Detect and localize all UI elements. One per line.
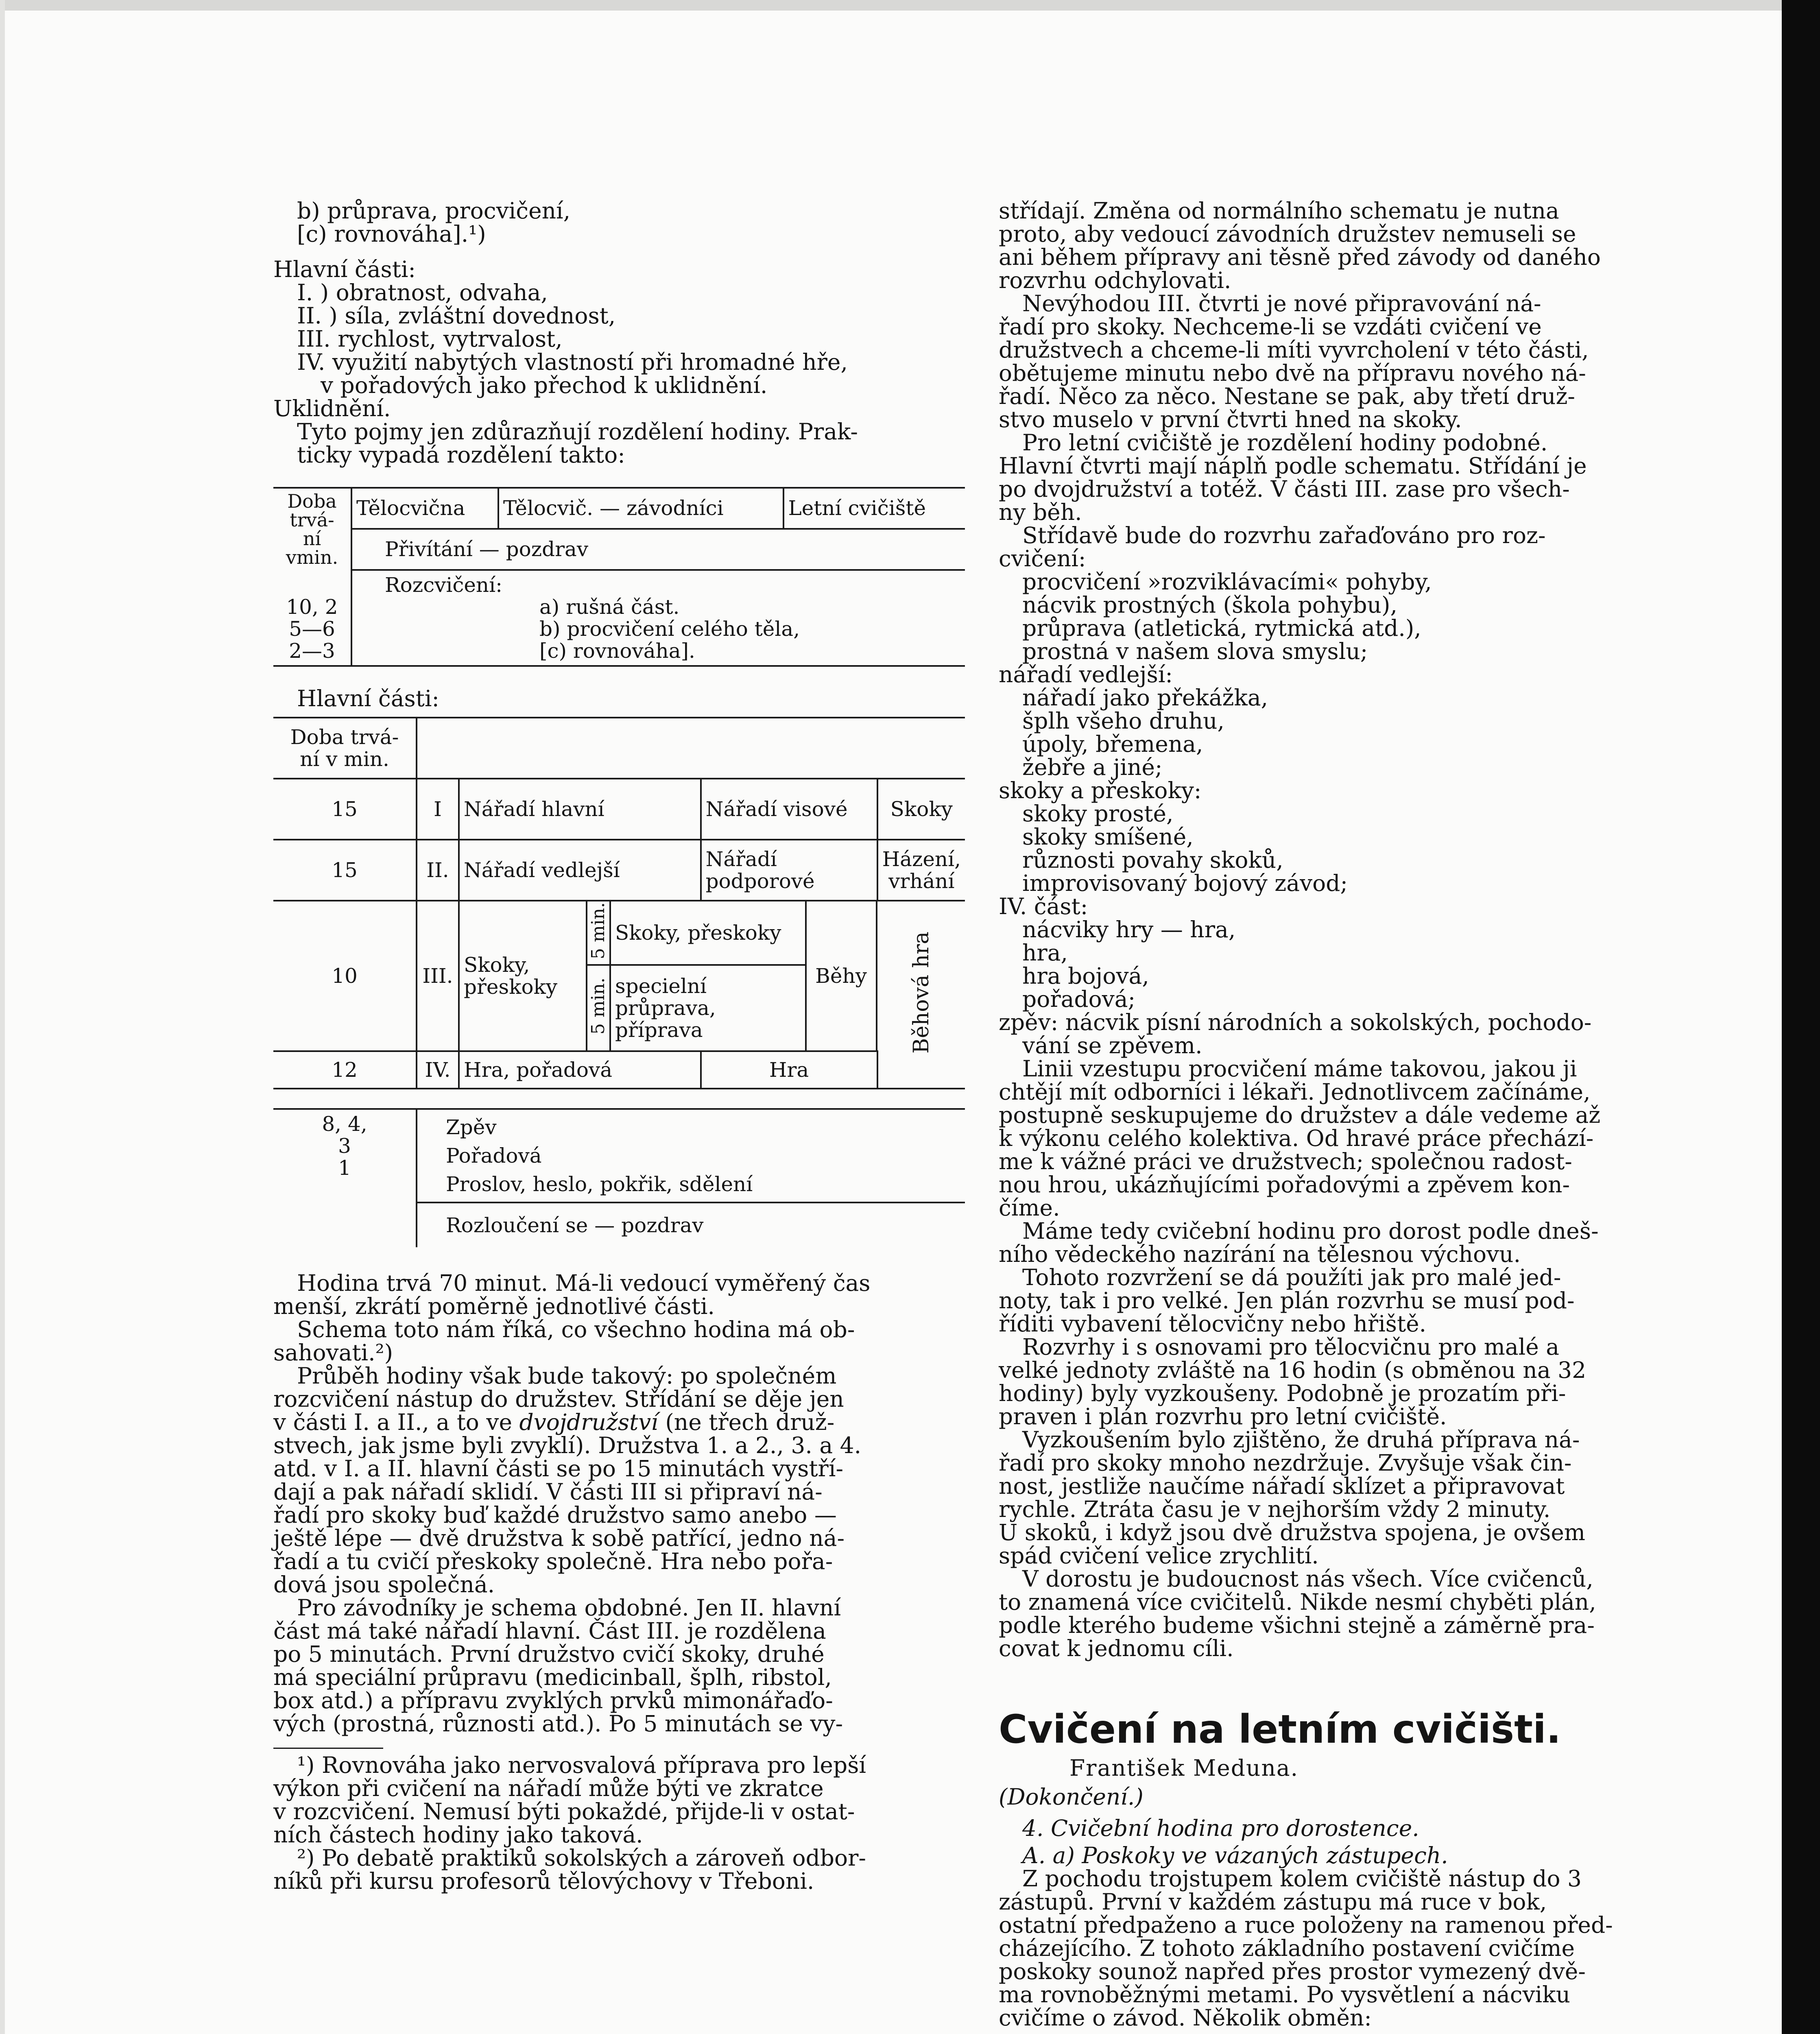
- list-item: prostná v našem slova smyslu;: [1022, 638, 1368, 664]
- duration-vertical: 5 min.: [587, 965, 610, 1050]
- list-item: vání se zpěvem.: [1022, 1032, 1202, 1058]
- list-item: procvičení »rozviklávacími« pohyby,: [1022, 569, 1432, 595]
- sub-table: [587, 901, 877, 1050]
- table-cell: Hra, pořadová: [459, 1051, 701, 1088]
- text-line: rozcvičení nástup do družstev. Střídání se děje jen: [273, 1386, 844, 1412]
- text-line: Střídavě bude do rozvrhu zařaďováno pro roz-: [1022, 522, 1546, 548]
- footnote-line: výkon při cvičení na nářadí může býti ve zkratce: [273, 1775, 824, 1802]
- text-line: řadí pro skoky buď každé družstvo samo anebo —: [273, 1502, 837, 1528]
- table-cell: Rozloučení se — pozdrav: [417, 1203, 965, 1247]
- text-line: podle kterého budeme všichni stejně a záměrně pra-: [999, 1612, 1595, 1638]
- part-number: I: [417, 779, 459, 840]
- text-line: Z pochodu trojstupem kolem cvičiště nástup do 3: [1022, 1866, 1582, 1892]
- article-author: František Meduna.: [1069, 1755, 1299, 1781]
- list-item: skoky a přeskoky:: [999, 777, 1202, 803]
- duration-header: Doba trvá- ní vmin.: [273, 489, 351, 570]
- duration-header: Doba trvá- ní v min.: [273, 718, 417, 779]
- text-line: rozvrhu odchylovati.: [999, 267, 1231, 293]
- timetable-warmup: [273, 489, 965, 665]
- text-line: chtějí mít odborníci i lékaři. Jednotlivcem začínáme,: [999, 1079, 1591, 1105]
- text-line: řadí a tu cvičí přeskoky společně. Hra nebo pořa-: [273, 1548, 833, 1575]
- text-line: stvech, jak jsme byli zvyklí). Družstva 1. a 2., 3. a 4.: [273, 1432, 862, 1459]
- list-item: zpěv: nácvik písní národních a sokolských, pochodo-: [999, 1009, 1592, 1035]
- footnote-line: v rozcvičení. Nemusí býti pokaždé, přijde-li v ostat-: [273, 1798, 855, 1825]
- article-headline: Cvičení na letním cvičišti.: [999, 1707, 1561, 1752]
- time-cell: 12: [273, 1051, 417, 1088]
- list-item: žebře a jiné;: [1022, 754, 1163, 780]
- text-line: obětujeme minutu nebo dvě na přípravu nového ná-: [999, 360, 1586, 386]
- vertical-label: Běhová hra: [877, 901, 965, 1088]
- list-item: nářadí vedlejší:: [999, 661, 1173, 687]
- exercise-list: [999, 570, 1690, 1057]
- text-line: Tyto pojmy jen zdůrazňují rozdělení hodiny. Prak-: [297, 419, 858, 445]
- text-line: stvo muselo v první čtvrti hned na skoky.: [999, 406, 1462, 432]
- left-column: [273, 199, 965, 1893]
- text-line: noty, tak i pro velké. Jen plán rozvrhu se musí pod-: [999, 1288, 1575, 1314]
- footnote-line: ²) Po debatě praktiků sokolských a zároveň odbor-: [297, 1845, 866, 1871]
- part-number: II.: [417, 840, 459, 901]
- text-line: ma rovnoběžnými metami. Po vysvětlení a nácviku: [999, 1982, 1570, 2008]
- text-line: k výkonu celého kolektiva. Od hravé práce přechází-: [999, 1125, 1594, 1151]
- footnote-rule: [273, 1748, 383, 1749]
- text-line: Schema toto nám říká, co všechno hodina má ob-: [297, 1316, 855, 1343]
- text-line: rychle. Ztráta času je v nejhorším vždy 2 minuty.: [999, 1496, 1551, 1522]
- text-line: menší, zkrátí poměrně jednotlivé části.: [273, 1293, 715, 1320]
- text-line: proto, aby vedoucí závodních družstev nemuseli se: [999, 221, 1576, 247]
- continued-note: (Dokončení.): [999, 1784, 1144, 1810]
- list-item: úpoly, břemena,: [1022, 731, 1203, 757]
- text-line: dají a pak nářadí sklidí. V části III si připraví ná-: [273, 1479, 823, 1505]
- text-line: hodiny) byly vyzkoušeny. Podobně je prozatím při-: [999, 1380, 1566, 1406]
- text-line: ještě lépe — dvě družstva k sobě patřící, jedno ná-: [273, 1525, 845, 1552]
- section-label: Hlavní části:: [297, 685, 439, 711]
- text-line: ního vědeckého nazírání na tělesnou výchovu.: [999, 1241, 1521, 1267]
- list-item: III. rychlost, vytrvalost,: [297, 326, 563, 352]
- table-cell: [587, 901, 877, 1051]
- text-line: řadí pro skoky. Nechceme-li se vzdáti cvičení ve: [999, 314, 1542, 340]
- text-line: Hodina trvá 70 minut. Má-li vedoucí vyměřený čas: [297, 1270, 871, 1296]
- table-cell: Přivítání — pozdrav: [351, 529, 965, 570]
- text-line: sahovati.²): [273, 1340, 393, 1366]
- text-line: říditi vybavení tělocvičny nebo hřiště.: [999, 1311, 1427, 1337]
- list-item: IV. využití nabytých vlastností při hromadné hře,: [297, 349, 848, 375]
- list-item: nácviky hry — hra,: [1022, 917, 1236, 943]
- list-item: skoky smíšené,: [1022, 824, 1194, 850]
- text-line: cvičení:: [999, 546, 1086, 572]
- text-line: má speciální průpravu (medicinball, šplh, ribstol,: [273, 1664, 832, 1691]
- table-cell: specielní průprava, příprava: [610, 965, 806, 1050]
- text-line: ny běh.: [999, 499, 1082, 525]
- list-item: průprava (atletická, rytmická atd.),: [1022, 615, 1421, 641]
- time-cell: 15: [273, 840, 417, 901]
- table-cell: Nářadí podporové: [701, 840, 877, 901]
- text-line: Pro letní cvičiště je rozdělení hodiny podobné.: [1022, 430, 1548, 456]
- text-line: poskoky sounož napřed přes prostor vymezený dvě-: [999, 1958, 1586, 1984]
- list-item: II. ) síla, zvláštní dovednost,: [297, 303, 616, 329]
- table-cell: Nářadí vedlejší: [459, 840, 701, 901]
- table-cell: Skoky, přeskoky: [459, 901, 587, 1051]
- text-line: postupně seskupujeme do družstev a dále vedeme až: [999, 1102, 1601, 1128]
- table-cell: Zpěv Pořadová Proslov, heslo, pokřik, sdělení: [446, 1115, 753, 1196]
- text-line: praven i plán rozvrhu pro letní cvičiště.: [999, 1403, 1447, 1429]
- table-cell: Rozcvičení: a) rušná část. b) procvičení celého těla, [c) rovnováha].: [385, 573, 800, 663]
- text-line: střídají. Změna od normálního schematu je nutna: [999, 198, 1559, 224]
- text-line: to znamená více cvičitelů. Nikde nesmí chyběti plán,: [999, 1589, 1596, 1615]
- text-line: spád cvičení velice zrychlití.: [999, 1543, 1319, 1569]
- text-line: Rozvrhy i s osnovami pro tělocvičnu pro malé a: [1022, 1334, 1560, 1360]
- list-item: IV. část:: [999, 893, 1088, 919]
- section-label: Hlavní části:: [273, 256, 416, 282]
- text-line: ticky vypadá rozdělení takto:: [297, 442, 625, 468]
- scan-edge-right: [1782, 0, 1820, 2034]
- text-line: velké jednoty zvláště na 16 hodin (s obměnou na 32: [999, 1357, 1586, 1383]
- table-cell: Běhy: [806, 901, 877, 1050]
- list-item: nácvik prostných (škola pohybu),: [1022, 592, 1398, 618]
- table-header-cell: Tělocvič. — závodníci: [498, 489, 783, 529]
- text-line: ani během přípravy ani těsně před závody od daného: [999, 244, 1601, 270]
- text-line: box atd.) a přípravu zvyklých prvků mimonářaďo-: [273, 1687, 833, 1714]
- right-column: [999, 199, 1690, 2030]
- text-line: covat k jednomu cíli.: [999, 1635, 1234, 1661]
- text-line: Linii vzestupu procvičení máme takovou, jakou ji: [1022, 1056, 1577, 1082]
- text-line: nost, jestliže naučíme nářadí sklízet a připravovat: [999, 1473, 1565, 1499]
- text-line: řadí pro skoky mnoho nezdržuje. Zvyšuje však čin-: [999, 1450, 1572, 1476]
- text-line: řadí. Něco za něco. Nestane se pak, aby třetí druž-: [999, 383, 1576, 409]
- time-cell: 15: [273, 779, 417, 840]
- text-line: družstvech a chceme-li míti vyvrcholení v této části,: [999, 337, 1589, 363]
- part-number: III.: [417, 901, 459, 1051]
- text-line: Hlavní čtvrti mají náplň podle schematu. Střídání je: [999, 453, 1587, 479]
- list-item: v pořadových jako přechod k uklidnění.: [321, 372, 768, 398]
- text-line: část má také nářadí hlavní. Část III. je rozdělena: [273, 1618, 826, 1644]
- text-line: V dorostu je budoucnost nás všech. Více cvičenců,: [1022, 1566, 1593, 1592]
- list-item: I. ) obratnost, odvaha,: [297, 279, 548, 306]
- text-line: v části I. a II., a to ve dvojdružství (ne třech druž-: [273, 1409, 835, 1436]
- subheading: 4. Cvičební hodina pro dorostence.: [1022, 1815, 1419, 1841]
- text-line: cházejícího. Z tohoto základního postavení cvičíme: [999, 1935, 1575, 1961]
- table-cell: Skoky: [877, 779, 965, 840]
- subsubheading: A. a) Poskoky ve vázaných zástupech.: [1022, 1842, 1448, 1868]
- text-line: [c) rovnováha].¹): [297, 221, 486, 247]
- time-cell: 10: [273, 901, 417, 1051]
- list-item: skoky prosté,: [1022, 801, 1174, 827]
- list-item: improvisovaný bojový závod;: [1022, 870, 1348, 896]
- text-line: b) průprava, procvičení,: [297, 198, 571, 224]
- text-line: Vyzkoušením bylo zjištěno, že druhá příprava ná-: [1022, 1427, 1580, 1453]
- list-item: šplh všeho druhu,: [1022, 708, 1225, 734]
- table-cell: Hra: [701, 1051, 877, 1088]
- scan-edge-top: [0, 0, 1782, 11]
- duration-vertical: 5 min.: [587, 901, 610, 965]
- text-line: Průběh hodiny však bude takový: po společném: [297, 1363, 837, 1389]
- scan-edge-left: [0, 0, 5, 2034]
- table-cell: Nářadí hlavní: [459, 779, 701, 840]
- text-line: ostatní předpaženo a ruce položeny na ramenou před-: [999, 1912, 1613, 1938]
- text-line: cvičíme o závod. Několik obměn:: [999, 2005, 1372, 2031]
- timetable-closing: [273, 1110, 965, 1247]
- time-cell: [273, 1203, 417, 1247]
- list-item: hra,: [1022, 940, 1068, 966]
- list-item: různosti povahy skoků,: [1022, 847, 1283, 873]
- text-line: Máme tedy cvičební hodinu pro dorost podle dneš-: [1022, 1218, 1599, 1244]
- text-line: nou hrou, ukázňujícími pořadovými a zpěvem kon-: [999, 1172, 1570, 1198]
- text-line: po 5 minutách. První družstvo cvičí skoky, druhé: [273, 1641, 825, 1667]
- table-header-cell: Tělocvična: [351, 489, 498, 529]
- list-item: hra bojová,: [1022, 963, 1149, 989]
- table-cell: Nářadí visové: [701, 779, 877, 840]
- text-line: Nevýhodou III. čtvrti je nové připravování ná-: [1022, 290, 1541, 316]
- text-line: zástupů. První v každém zástupu má ruce v bok,: [999, 1889, 1547, 1915]
- footnote-line: ních částech hodiny jako taková.: [273, 1822, 643, 1848]
- text-line: číme.: [999, 1195, 1060, 1221]
- time-cell: 10, 2 5—6 2—3: [273, 570, 351, 665]
- text-line: vých (prostná, různosti atd.). Po 5 minutách se vy-: [273, 1711, 843, 1737]
- part-number: IV.: [417, 1051, 459, 1088]
- list-item: nářadí jako překážka,: [1022, 685, 1268, 711]
- table-cell: Házení, vrhání: [877, 840, 965, 901]
- time-cell: 8, 4, 3 1: [273, 1110, 417, 1203]
- text-line: Tohoto rozvržení se dá použíti jak pro malé jed-: [1022, 1264, 1561, 1290]
- text-line: me k vážné práci ve družstvech; společnou radost-: [999, 1148, 1572, 1174]
- table-cell: [417, 718, 965, 779]
- text-line: po dvojdružství a totéž. V části III. zase pro všech-: [999, 476, 1570, 502]
- timetable-main: [273, 717, 965, 1088]
- footnote-line: ¹) Rovnováha jako nervosvalová příprava pro lepší: [297, 1752, 866, 1779]
- section-label: Uklidnění.: [273, 395, 391, 421]
- table-cell: Skoky, přeskoky: [610, 901, 806, 965]
- text-line: atd. v I. a II. hlavní části se po 15 minutách vystří-: [273, 1456, 844, 1482]
- text-line: dová jsou společná.: [273, 1571, 495, 1598]
- text-line: Pro závodníky je schema obdobné. Jen II. hlavní: [297, 1595, 841, 1621]
- list-item: pořadová;: [1022, 986, 1136, 1012]
- text-line: U skoků, i když jsou dvě družstva spojena, je ovšem: [999, 1519, 1586, 1545]
- footnote-line: níků při kursu profesorů tělovýchovy v Třeboni.: [273, 1868, 814, 1894]
- table-header-cell: Letní cvičiště: [783, 489, 965, 529]
